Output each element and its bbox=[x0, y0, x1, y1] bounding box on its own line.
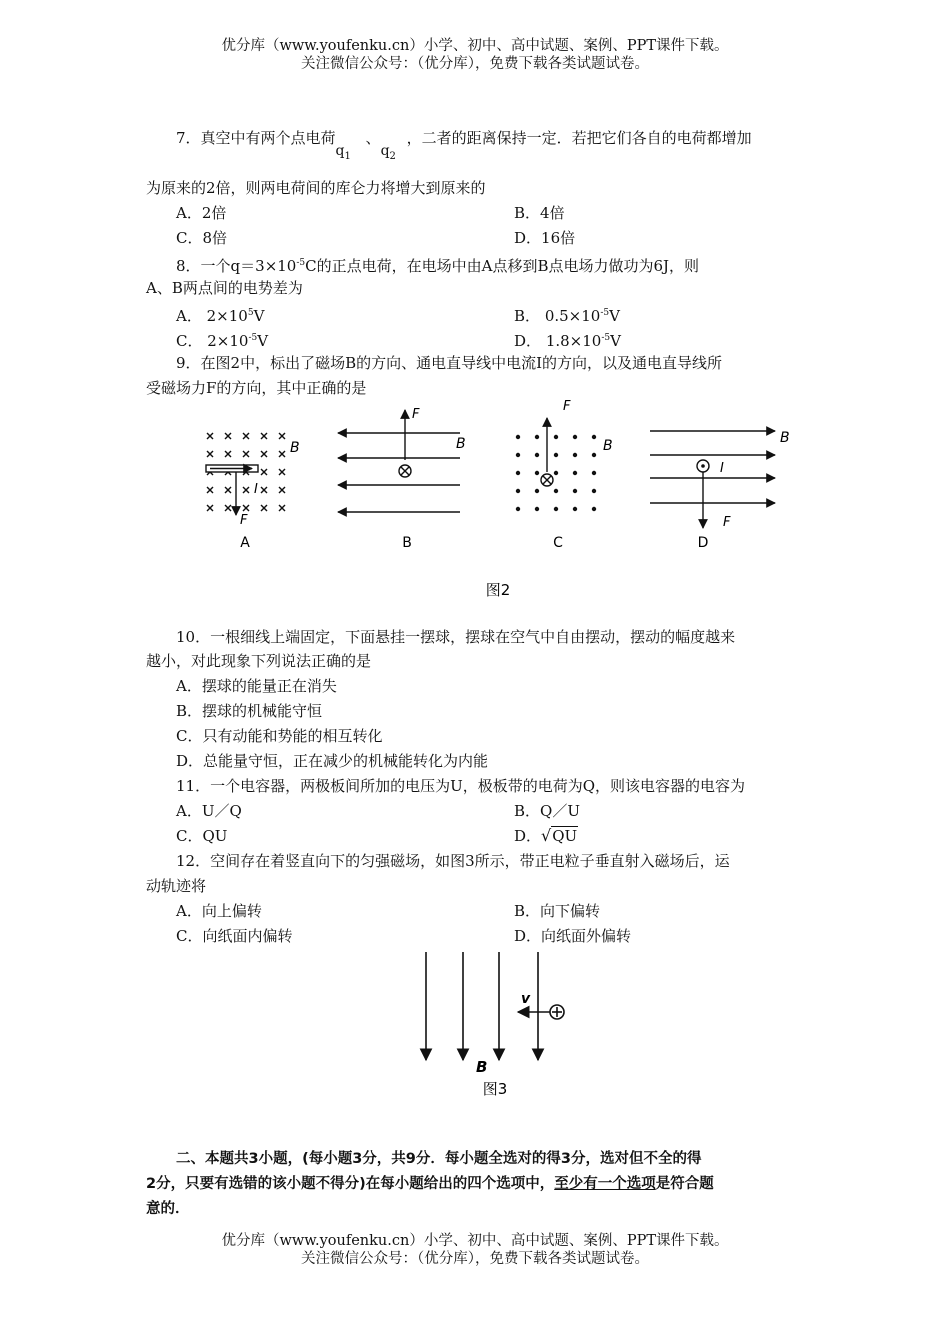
q7-option-c[interactable]: C．8倍 bbox=[176, 229, 228, 247]
q11-option-a[interactable]: A．U／Q bbox=[176, 802, 242, 820]
field-out-of-page-icon bbox=[516, 507, 520, 511]
footer-line-1: 优分库（www.youfenku.cn）小学、初中、高中试题、案例、PPT课件下载。 bbox=[221, 1233, 729, 1249]
q8-option-a[interactable]: A． $2\times 10^5V$ bbox=[176, 307, 265, 325]
q8-stem: 8．一个$q=3\times 10^{-5}C$的正点电荷，在电场中由A点移到B点电场力做功为6J，则 bbox=[176, 257, 700, 275]
field-out-of-page-icon bbox=[554, 489, 558, 493]
figure-3-label-b: B bbox=[476, 1058, 488, 1076]
field-into-page-icon bbox=[225, 505, 231, 511]
figure-2 bbox=[190, 400, 810, 610]
field-out-of-page-icon bbox=[592, 453, 596, 457]
panel-c-label-b: B bbox=[603, 438, 613, 454]
field-out-of-page-icon bbox=[516, 453, 520, 457]
field-into-page-icon bbox=[261, 433, 267, 439]
field-out-of-page-icon bbox=[535, 471, 539, 475]
q7-stem-cont: 为原来的2倍，则两电荷间的库仑力将增大到原来的 bbox=[146, 179, 486, 197]
field-into-page-icon bbox=[243, 433, 249, 439]
field-into-page-icon bbox=[207, 433, 213, 439]
section2-line-3: 意的． bbox=[146, 1201, 190, 1217]
q11-option-d[interactable]: D．√QU bbox=[514, 826, 578, 845]
panel-c-label-f: F bbox=[563, 400, 571, 414]
field-into-page-icon bbox=[207, 487, 213, 493]
q12-option-b[interactable]: B．向下偏转 bbox=[514, 902, 601, 920]
field-into-page-icon bbox=[279, 433, 285, 439]
field-out-of-page-icon bbox=[516, 471, 520, 475]
field-into-page-icon bbox=[225, 451, 231, 457]
field-into-page-icon bbox=[207, 505, 213, 511]
q10-option-d[interactable]: D．总能量守恒，正在减少的机械能转化为内能 bbox=[176, 752, 489, 770]
field-into-page-icon bbox=[261, 451, 267, 457]
field-out-of-page-icon bbox=[573, 471, 577, 475]
q11-stem: 11．一个电容器，两极板间所加的电压为U，极板带的电荷为Q，则该电容器的电容为 bbox=[176, 777, 746, 795]
q8-option-d[interactable]: D． $1.8\times 10^{-5}V$ bbox=[514, 332, 621, 350]
field-out-of-page-icon bbox=[535, 435, 539, 439]
q12-stem-cont: 动轨迹将 bbox=[146, 877, 207, 895]
q10-option-a[interactable]: A．摆球的能量正在消失 bbox=[176, 677, 337, 695]
figure-2-caption: 图2 bbox=[485, 581, 511, 599]
field-into-page-icon bbox=[261, 505, 267, 511]
panel-a-label-f: F bbox=[240, 513, 248, 528]
q7-option-a[interactable]: A．2倍 bbox=[176, 204, 227, 222]
sqrt-icon: √ bbox=[541, 826, 552, 845]
field-out-of-page-icon bbox=[573, 453, 577, 457]
q8-option-c[interactable]: C． $2\times 10^{-5}V$ bbox=[176, 332, 269, 350]
field-into-page-icon bbox=[225, 487, 231, 493]
field-out-of-page-icon bbox=[554, 471, 558, 475]
panel-d-label-b: B bbox=[780, 430, 790, 446]
field-out-of-page-icon bbox=[592, 471, 596, 475]
panel-a-caption: A bbox=[240, 535, 250, 551]
field-out-of-page-icon bbox=[573, 435, 577, 439]
panel-b-label-f: F bbox=[412, 407, 420, 422]
q8-option-b[interactable]: B． $0.5\times 10^{-5}V$ bbox=[514, 307, 620, 325]
field-out-of-page-icon bbox=[592, 435, 596, 439]
field-into-page-icon bbox=[261, 487, 267, 493]
field-out-of-page-icon bbox=[554, 507, 558, 511]
figure-3-caption: 图3 bbox=[482, 1080, 508, 1098]
field-into-page-icon bbox=[279, 451, 285, 457]
field-out-of-page-icon bbox=[516, 489, 520, 493]
field-out-of-page-icon bbox=[535, 507, 539, 511]
q7-option-d[interactable]: D．16倍 bbox=[514, 229, 576, 247]
field-into-page-icon bbox=[225, 433, 231, 439]
field-into-page-icon bbox=[279, 469, 285, 475]
field-out-of-page-icon bbox=[573, 507, 577, 511]
field-into-page-icon bbox=[261, 469, 267, 475]
panel-d-label-f: F bbox=[723, 515, 731, 530]
figure-2-panel-c bbox=[516, 418, 596, 511]
q12-stem: 12．空间存在着竖直向下的匀强磁场，如图3所示，带正电粒子垂直射入磁场后，运 bbox=[176, 852, 730, 870]
q9-stem-cont: 受磁场力F的方向，其中正确的是 bbox=[146, 379, 367, 397]
field-into-page-icon bbox=[279, 505, 285, 511]
q7-option-b[interactable]: B．4倍 bbox=[514, 204, 565, 222]
panel-a-label-i: I bbox=[254, 482, 258, 497]
panel-c-caption: C bbox=[553, 535, 563, 551]
section2-line-1: 二、本题共3小题，(每小题3分，共9分．每小题全选对的得3分，选对但不全的得 bbox=[176, 1151, 702, 1167]
q11-option-b[interactable]: B．Q／U bbox=[514, 802, 580, 820]
field-out-of-page-icon bbox=[554, 435, 558, 439]
figure-2-panel-a bbox=[206, 433, 285, 515]
q12-option-d[interactable]: D．向纸面外偏转 bbox=[514, 927, 632, 945]
q10-stem: 10．一根细线上端固定，下面悬挂一摆球，摆球在空气中自由摆动，摆动的幅度越来 bbox=[176, 628, 736, 646]
q12-option-c[interactable]: C．向纸面内偏转 bbox=[176, 927, 293, 945]
panel-b-caption: B bbox=[402, 535, 412, 551]
section2-line-2: 2分，只要有选错的该小题不得分)在每小题给出的四个选项中，至少有一个选项是符合题 bbox=[146, 1176, 714, 1192]
panel-d-label-i: I bbox=[720, 461, 724, 476]
field-out-of-page-icon bbox=[535, 489, 539, 493]
field-out-of-page-icon bbox=[592, 507, 596, 511]
q9-stem: 9．在图2中，标出了磁场B的方向、通电直导线中电流I的方向，以及通电直导线所 bbox=[176, 354, 723, 372]
q7-stem: 7．真空中有两个点电荷$q_1$、$q_2$，二者的距离保持一定．若把它们各自的电荷都增加 bbox=[176, 129, 752, 162]
field-into-page-icon bbox=[243, 487, 249, 493]
q10-option-b[interactable]: B．摆球的机械能守恒 bbox=[176, 702, 323, 720]
panel-a-label-b: B bbox=[290, 440, 300, 456]
q11-option-c[interactable]: C．QU bbox=[176, 827, 228, 845]
q10-option-c[interactable]: C．只有动能和势能的相互转化 bbox=[176, 727, 383, 745]
q8-stem-cont: A、B两点间的电势差为 bbox=[146, 279, 303, 297]
q12-option-a[interactable]: A．向上偏转 bbox=[176, 902, 262, 920]
field-into-page-icon bbox=[207, 451, 213, 457]
header-line-2: 关注微信公众号：（优分库），免费下载各类试题试卷。 bbox=[301, 56, 649, 72]
field-out-of-page-icon bbox=[535, 453, 539, 457]
field-out-of-page-icon bbox=[592, 489, 596, 493]
figure-2-panel-d bbox=[650, 431, 775, 528]
panel-b-label-b: B bbox=[456, 436, 466, 452]
field-out-of-page-icon bbox=[554, 453, 558, 457]
figure-3 bbox=[400, 948, 590, 1108]
footer-line-2: 关注微信公众号：（优分库），免费下载各类试题试卷。 bbox=[301, 1251, 649, 1267]
panel-d-caption: D bbox=[697, 535, 709, 551]
q10-stem-cont: 越小，对此现象下列说法正确的是 bbox=[146, 652, 372, 670]
figure-3-label-v: v bbox=[521, 991, 531, 1007]
field-into-page-icon bbox=[243, 505, 249, 511]
field-out-of-page-icon bbox=[573, 489, 577, 493]
field-into-page-icon bbox=[279, 487, 285, 493]
figure-2-panel-b bbox=[338, 410, 460, 512]
header-line-1: 优分库（www.youfenku.cn）小学、初中、高中试题、案例、PPT课件下载。 bbox=[221, 38, 729, 54]
field-out-of-page-icon bbox=[516, 435, 520, 439]
field-into-page-icon bbox=[243, 451, 249, 457]
